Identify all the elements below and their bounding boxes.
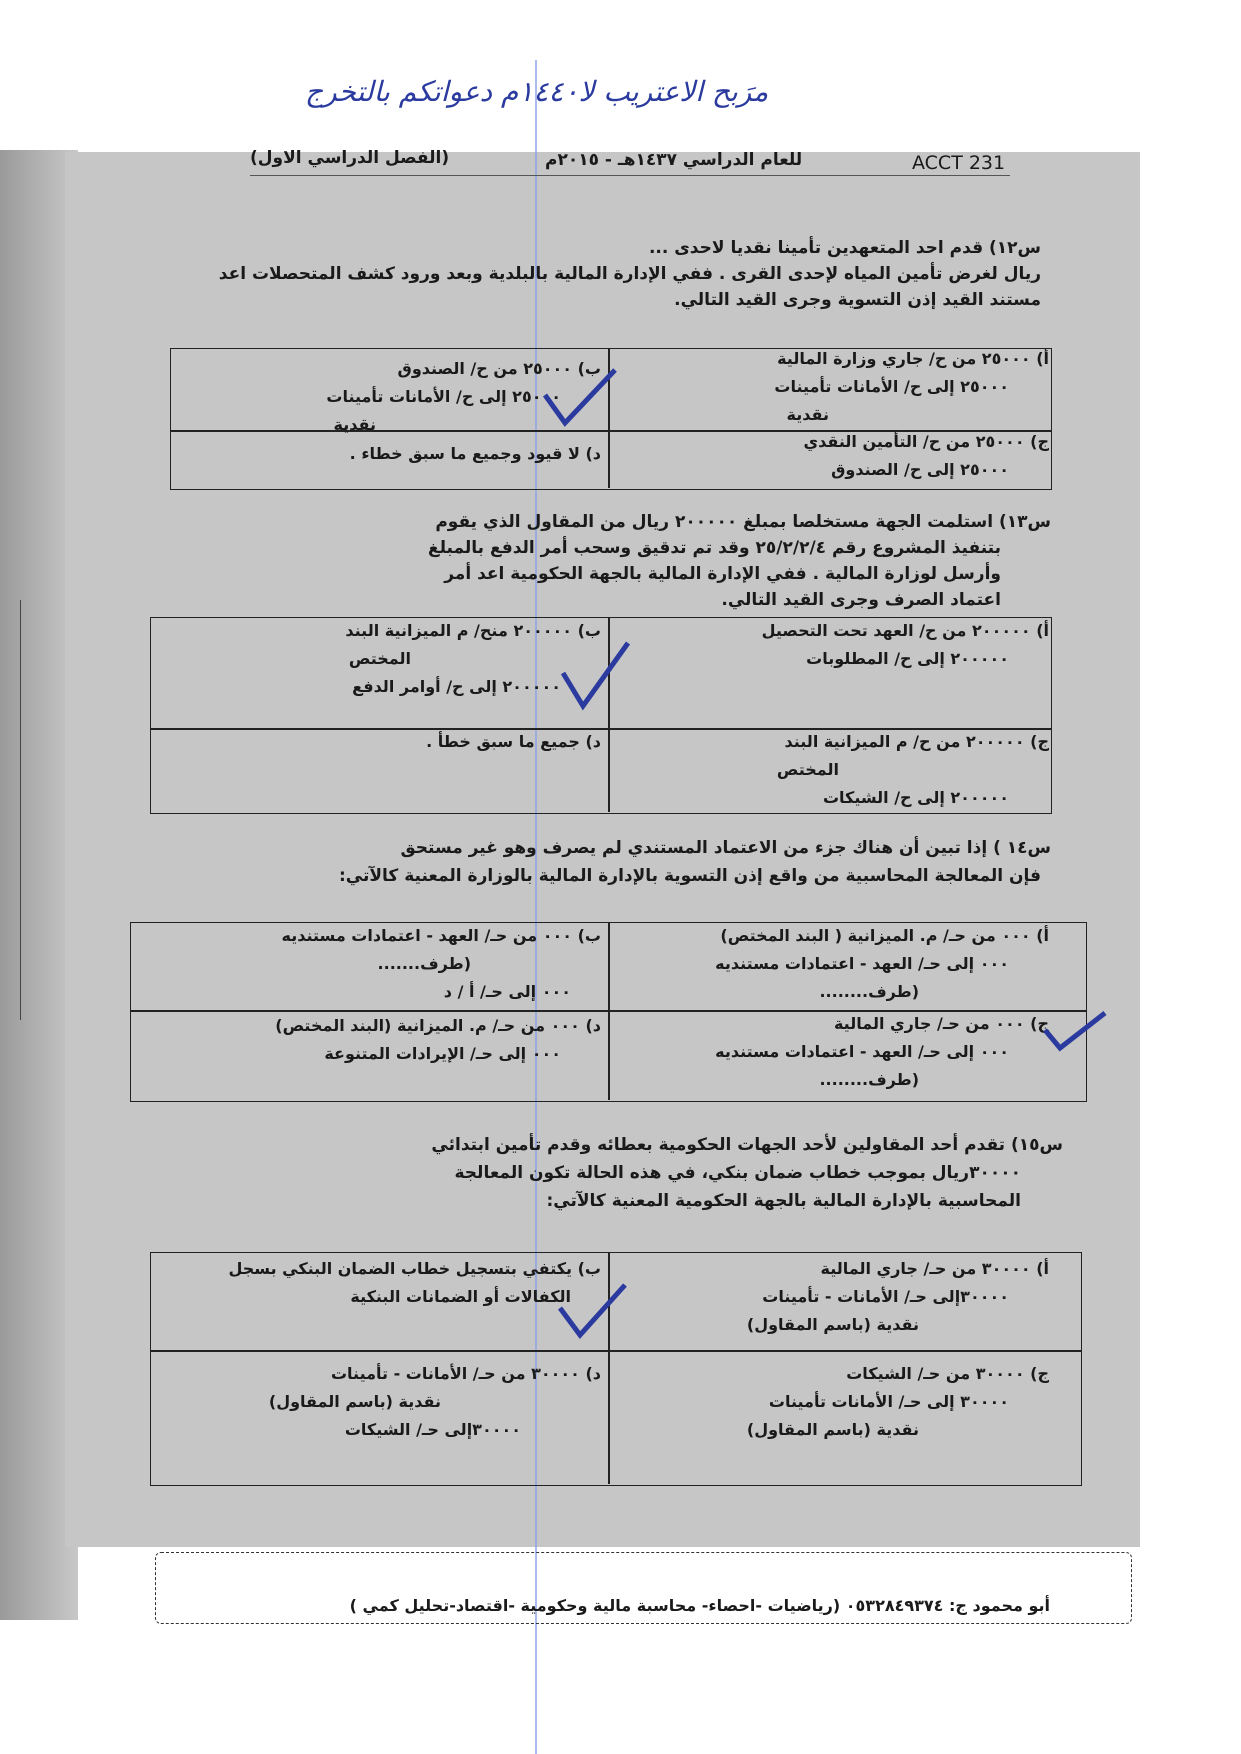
scan-line bbox=[535, 60, 537, 1754]
q12-b-line2: ٢٥٠٠٠ إلى ح/ الأمانات تأمينات bbox=[326, 387, 561, 406]
q15-c-line3: نقدية (باسم المقاول) bbox=[746, 1420, 919, 1439]
q13-stem-1: س١٣) استلمت الجهة مستخلصا بمبلغ ٢٠٠٠٠٠ ريال من المقاول الذي يقوم bbox=[435, 512, 1051, 532]
q13-stem-2: بتنفيذ المشروع رقم ٢٥/٢/٢/٤ وقد تم تدقيق وسحب أمر الدفع بالمبلغ bbox=[428, 538, 1001, 558]
q13-c-line2: المختص bbox=[776, 760, 839, 779]
q13-c-line1: ج) ٢٠٠٠٠٠ من ح/ م الميزانية البند bbox=[784, 732, 1049, 751]
q14-option-c[interactable] bbox=[715, 1010, 1049, 1094]
course-code: ACCT 231 bbox=[912, 152, 1006, 174]
q14-stem-2: فإن المعالجة المحاسبية من واقع إذن التسوية بالإدارة المالية بالوزارة المعنية كالآتي: bbox=[339, 866, 1041, 886]
q14-c-line3: (طرف........ bbox=[819, 1070, 919, 1089]
q15-checkmark-icon bbox=[555, 1280, 630, 1340]
q15-b-line1: ب) يكتفي بتسجيل خطاب الضمان البنكي بسجل bbox=[228, 1259, 601, 1278]
q12-a-line2: ٢٥٠٠٠ إلى ح/ الأمانات تأمينات bbox=[774, 377, 1009, 396]
q13-c-line3: ٢٠٠٠٠٠ إلى ح/ الشيكات bbox=[822, 788, 1009, 807]
q15-c-line1: ج) ٣٠٠٠٠ من حـ/ الشيكات bbox=[846, 1364, 1049, 1383]
q12-checkmark-icon bbox=[540, 365, 620, 435]
left-page-edge bbox=[0, 600, 21, 1020]
q12-option-a[interactable] bbox=[774, 345, 1049, 429]
q15-option-a[interactable] bbox=[747, 1255, 1049, 1339]
q13-option-a[interactable] bbox=[762, 617, 1049, 673]
q14-checkmark-icon bbox=[1040, 1008, 1110, 1058]
q13-option-d[interactable] bbox=[426, 728, 601, 756]
q14-b-line2: (طرف....... bbox=[377, 954, 471, 973]
q13-stem-4: اعتماد الصرف وجرى القيد التالي. bbox=[721, 590, 1001, 610]
q15-a-line3: نقدية (باسم المقاول) bbox=[746, 1315, 919, 1334]
q14-b-line1: ب) ٠٠٠ من حـ/ العهد - اعتمادات مستنديه bbox=[281, 926, 601, 945]
q14-option-b[interactable] bbox=[282, 922, 601, 1006]
q12-b-line3: نقدية bbox=[333, 415, 376, 434]
q15-d-line3: ٣٠٠٠٠إلى حـ/ الشيكات bbox=[344, 1420, 521, 1439]
q15-b-line2: الكفالات أو الضمانات البنكية bbox=[350, 1287, 571, 1306]
handwritten-note: مرَبح الاعتريب لا١٤٤٠م دعواتكم بالتخرج bbox=[305, 75, 769, 108]
q12-d-line1: د) لا قيود وجميع ما سبق خطاء . bbox=[349, 444, 601, 463]
q14-c-line2: ٠٠٠ إلى حـ/ العهد - اعتمادات مستنديه bbox=[715, 1042, 1009, 1061]
q12-stem-2: ريال لغرض تأمين المياه لإحدى القرى . ففي الإدارة المالية بالبلدية وبعد ورود كشف المتحصلات اعد bbox=[218, 264, 1041, 284]
q15-option-d[interactable] bbox=[269, 1360, 601, 1444]
q14-option-d[interactable] bbox=[275, 1012, 601, 1068]
q13-stem-3: وأرسل لوزارة المالية . ففي الإدارة المالية بالجهة الحكومية اعد أمر bbox=[444, 564, 1001, 584]
q12-a-line3: نقدية bbox=[786, 405, 829, 424]
q15-divider-h bbox=[150, 1350, 1082, 1352]
q15-d-line1: د) ٣٠٠٠٠ من حـ/ الأمانات - تأمينات bbox=[330, 1364, 601, 1383]
q13-b-line1: ب) ٢٠٠٠٠٠ منح/ م الميزانية البند bbox=[345, 621, 601, 640]
q12-option-c[interactable] bbox=[803, 428, 1049, 484]
q15-stem-3: المحاسبية بالإدارة المالية بالجهة الحكومية المعنية كالآتي: bbox=[546, 1191, 1021, 1211]
q14-b-line3: ٠٠٠ إلى حـ/ أ / د bbox=[443, 982, 571, 1001]
q14-option-a[interactable] bbox=[715, 922, 1049, 1006]
q12-stem-3: مستند القيد إذن التسوية وجرى القيد التالي. bbox=[674, 290, 1041, 310]
header-rule bbox=[250, 175, 1010, 176]
q12-stem-1: س١٢) قدم احد المتعهدين تأمينا نقديا لاحدى ... bbox=[648, 238, 1041, 258]
q13-a-line1: أ) ٢٠٠٠٠٠ من ح/ العهد تحت التحصيل bbox=[761, 621, 1049, 640]
q14-a-line2: ٠٠٠ إلى حـ/ العهد - اعتمادات مستنديه bbox=[715, 954, 1009, 973]
semester-label: (الفصل الدراسي الاول) bbox=[250, 148, 450, 168]
q12-option-d[interactable] bbox=[350, 440, 601, 468]
q14-d-line1: د) ٠٠٠ من حـ/ م. الميزانية (البند المختص) bbox=[275, 1016, 601, 1035]
q13-option-c[interactable] bbox=[777, 728, 1049, 812]
q15-stem-1: س١٥) تقدم أحد المقاولين لأحد الجهات الحكومية بعطائه وقدم تأمين ابتدائي bbox=[431, 1135, 1063, 1155]
q14-stem-1: س١٤ ) إذا تبين أن هناك جزء من الاعتماد المستندي لم يصرف وهو غير مستحق bbox=[400, 838, 1051, 858]
q15-c-line2: ٣٠٠٠٠ إلى حـ/ الأمانات تأمينات bbox=[768, 1392, 1009, 1411]
q14-c-line1: ج) ٠٠٠ من حـ/ جاري المالية bbox=[833, 1014, 1049, 1033]
q13-b-line2: المختص bbox=[348, 649, 411, 668]
q15-a-line2: ٣٠٠٠٠إلى حـ/ الأمانات - تأمينات bbox=[762, 1287, 1009, 1306]
q13-d-line1: د) جميع ما سبق خطأ . bbox=[426, 732, 601, 751]
q13-b-line3: ٢٠٠٠٠٠ إلى ح/ أوامر الدفع bbox=[352, 677, 561, 696]
q12-b-line1: ب) ٢٥٠٠٠ من ح/ الصندوق bbox=[397, 359, 601, 378]
q13-a-line2: ٢٠٠٠٠٠ إلى ح/ المطلوبات bbox=[806, 649, 1009, 668]
q15-a-line1: أ) ٣٠٠٠٠ من حـ/ جاري المالية bbox=[820, 1259, 1049, 1278]
academic-year: للعام الدراسي ١٤٣٧هـ - ٢٠١٥م bbox=[545, 150, 803, 170]
q15-option-c[interactable] bbox=[747, 1360, 1049, 1444]
q14-d-line2: ٠٠٠ إلى حـ/ الإيرادات المتنوعة bbox=[324, 1044, 561, 1063]
q14-a-line1: أ) ٠٠٠ من حـ/ م. الميزانية ( البند المختص) bbox=[720, 926, 1049, 945]
q12-c-line1: ج) ٢٥٠٠٠ من ح/ التأمين النقدي bbox=[803, 432, 1049, 451]
q15-d-line2: نقدية (باسم المقاول) bbox=[268, 1392, 441, 1411]
footer-contact: أبو محمود ج: ٠٥٣٢٨٤٩٣٧٤ (رياضيات -احصاء- محاسبة مالية وحكومية -اقتصاد-تحليل كمي ) bbox=[349, 1596, 1050, 1615]
q12-a-line1: أ) ٢٥٠٠٠ من ح/ جاري وزارة المالية bbox=[777, 349, 1049, 368]
q12-c-line2: ٢٥٠٠٠ إلى ح/ الصندوق bbox=[831, 460, 1009, 479]
q13-checkmark-icon bbox=[558, 638, 633, 713]
q14-a-line3: (طرف........ bbox=[819, 982, 919, 1001]
q15-stem-2: ٣٠٠٠٠ريال بموجب خطاب ضمان بنكي، في هذه الحالة تكون المعالجة bbox=[454, 1163, 1021, 1183]
q15-option-b[interactable] bbox=[228, 1255, 601, 1311]
